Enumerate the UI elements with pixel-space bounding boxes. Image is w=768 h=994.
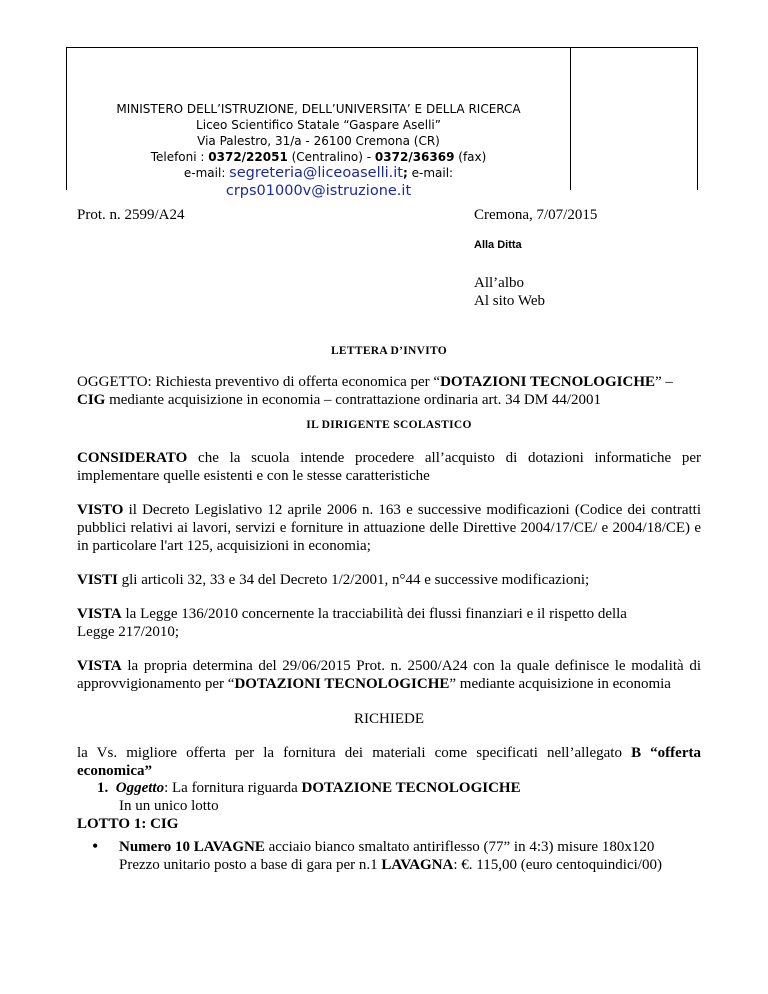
richiede-heading: RICHIEDE — [354, 711, 424, 727]
considerato-paragraph: CONSIDERATO che la scuola intende procedere all’acquisto di dotazioni informatiche per implementare quelle esistenti e con le stesse caratteristiche — [77, 450, 701, 484]
item-lotto-note: In un unico lotto — [119, 798, 219, 814]
lavagne-line: Numero 10 LAVAGNE acciaio bianco smaltato antiriflesso (77” in 4:3) misure 180x120 — [119, 839, 655, 855]
price-line: Prezzo unitario posto a base di gara per n.1 LAVAGNA: €. 115,00 (euro centoquindici/00) — [119, 857, 662, 873]
email-link-segreteria[interactable]: segreteria@liceoaselli.it — [229, 165, 403, 181]
header-logo-box — [571, 47, 698, 190]
letter-title: LETTERA D’INVITO — [330, 345, 448, 357]
ministry-line: MINISTERO DELL’ISTRUZIONE, DELL’UNIVERSITA’ E DELLA RICERCA — [116, 102, 521, 116]
subject: OGGETTO: Richiesta preventivo di offerta economica per “DOTAZIONI TECNOLOGICHE” – CIG mediante acquisizione in economia – contrattazione ordinaria art. 34 DM 44/2001 — [77, 374, 673, 408]
offerta-paragraph: la Vs. migliore offerta per la fornitura dei materiali come specificati nell’allegato B “offerta economica” — [77, 745, 701, 779]
visti-paragraph: VISTI gli articoli 32, 33 e 34 del Decreto 1/2/2001, n°44 e successive modificazioni; — [77, 572, 590, 588]
school-header — [66, 101, 571, 201]
phone-fax: 0372/36369 — [374, 150, 455, 164]
visto-paragraph: VISTO il Decreto Legislativo 12 aprile 2006 n. 163 e successive modificazioni (Codice dei contratti pubblici relativi ai lavori, servizi e forniture in attuazione delle Direttive 2004/17/CE/ e 2004/18/CE) e in particolare l'art 125, acquisizioni in economia; — [77, 502, 701, 554]
lotto-heading: LOTTO 1: CIG — [77, 816, 179, 832]
phone-centralino: 0372/22051 — [208, 150, 288, 164]
vista-determina-paragraph: VISTA la propria determina del 29/06/2015 Prot. n. 2500/A24 con la quale definisce le modalità di approvvigionamento per “DOTAZIONI TECNOLOGICHE” mediante acquisizione in economia — [77, 658, 701, 692]
recipient-albo: All’albo — [474, 275, 524, 291]
phone-line: Telefoni : 0372/22051 (Centralino) - 0372/36369 (fax) — [150, 150, 487, 164]
recipient-sito: Al sito Web — [474, 293, 546, 309]
place-date: Cremona, 7/07/2015 — [474, 207, 598, 223]
recipient-ditta: Alla Ditta — [474, 239, 522, 251]
item-oggetto: 1. Oggetto: La fornitura riguarda DOTAZIONE TECNOLOGICHE — [97, 780, 521, 796]
school-address: Via Palestro, 31/a - 26100 Cremona (CR) — [197, 134, 440, 148]
dirigente-heading: IL DIRIGENTE SCOLASTICO — [306, 419, 472, 431]
protocol-number: Prot. n. 2599/A24 — [77, 207, 185, 223]
bullet-icon: • — [92, 836, 99, 856]
email-line: e-mail: segreteria@liceoaselli.it; e-mail: — [183, 165, 454, 181]
vista-legge-paragraph: VISTA la Legge 136/2010 concernente la tracciabilità dei flussi finanziari e il rispetto della Legge 217/2010; — [77, 606, 627, 640]
school-name: Liceo Scientifico Statale “Gaspare Aselli” — [196, 118, 441, 132]
email-link-istruzione[interactable]: crps01000v@istruzione.it — [225, 183, 412, 199]
